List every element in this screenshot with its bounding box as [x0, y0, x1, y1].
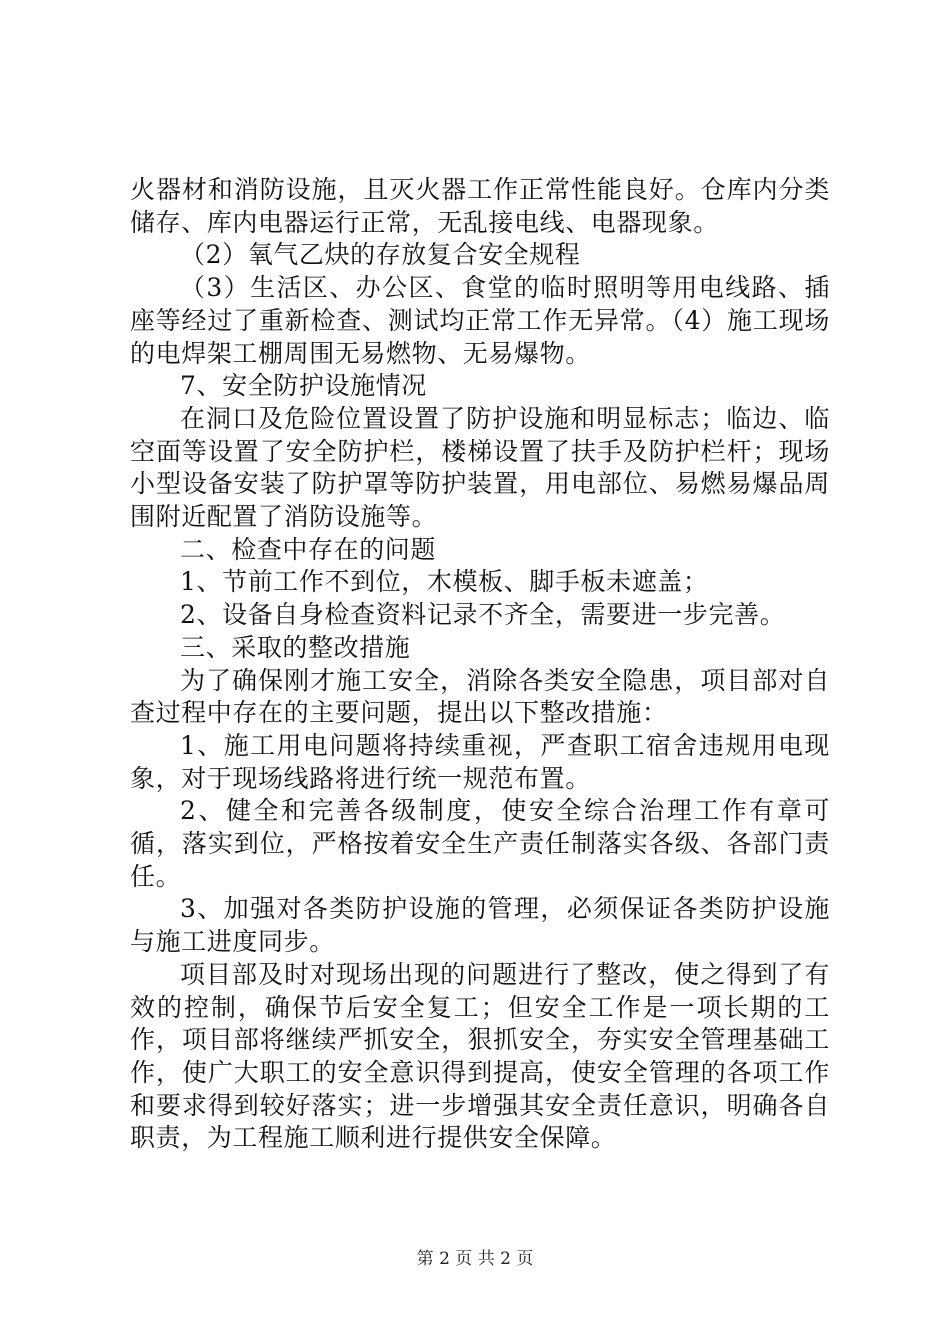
heading-problems: 二、检查中存在的问题: [180, 534, 437, 564]
heading-measures: 三、采取的整改措施: [180, 632, 411, 662]
paragraph-conclusion: 项目部及时对现场出现的问题进行了整改，使之得到了有效的控制，确保节后安全复工；但安全工作是一项长期的工作，项目部将继续严抓安全，狠抓安全，夯实安全管理基础工作，使广大职工的安全意识得到提高，使安全管理的各项工作和要求得到较好落实；进一步增强其安全责任意识，明确各自职责，为工程施工顺利进行提供安全保障。: [130, 959, 830, 1153]
document-body: [130, 174, 830, 1155]
page-number-footer: 第 2 页 共 2 页: [416, 1249, 534, 1269]
list-item-problem-1: 1、节前工作不到位，木模板、脚手板未遮盖；: [180, 567, 709, 597]
heading-safety-protection: 7、安全防护设施情况: [180, 371, 427, 401]
list-item-problem-2: 2、设备自身检查资料记录不齐全，需要进一步完善。: [180, 600, 786, 630]
paragraph-fire-equipment: 火器材和消防设施，且灭火器工作正常性能良好。仓库内分类储存、库内电器运行正常，无乱接电线、电器现象。: [130, 175, 830, 237]
paragraph-oxygen-acetylene: （2）氧气乙炔的存放复合安全规程: [180, 240, 581, 270]
list-item-measure-2: 2、健全和完善各级制度，使安全综合治理工作有章可循，落实到位，严格按着安全生产责任制落实各级、各部门责任。: [130, 796, 830, 891]
paragraph-measures-intro: 为了确保刚才施工安全，消除各类安全隐患，项目部对自查过程中存在的主要问题，提出以下整改措施：: [130, 665, 830, 728]
paragraph-lighting-check: （3）生活区、办公区、食堂的临时照明等用电线路、插座等经过了重新检查、测试均正常工作无异常。（4）施工现场的电焊架工棚周围无易燃物、无易爆物。: [130, 273, 830, 368]
list-item-measure-3: 3、加强对各类防护设施的管理，必须保证各类防护设施与施工进度同步。: [130, 894, 830, 957]
list-item-measure-1: 1、施工用电问题将持续重视，严查职工宿舍违规用电现象，对于现场线路将进行统一规范布置。: [130, 730, 830, 793]
paragraph-protection-details: 在洞口及危险位置设置了防护设施和明显标志；临边、临空面等设置了安全防护栏，楼梯设置了扶手及防护栏杆；现场小型设备安装了防护罩等防护装置，用电部位、易燃易爆品周围附近配置了消防设施等。: [130, 403, 830, 532]
